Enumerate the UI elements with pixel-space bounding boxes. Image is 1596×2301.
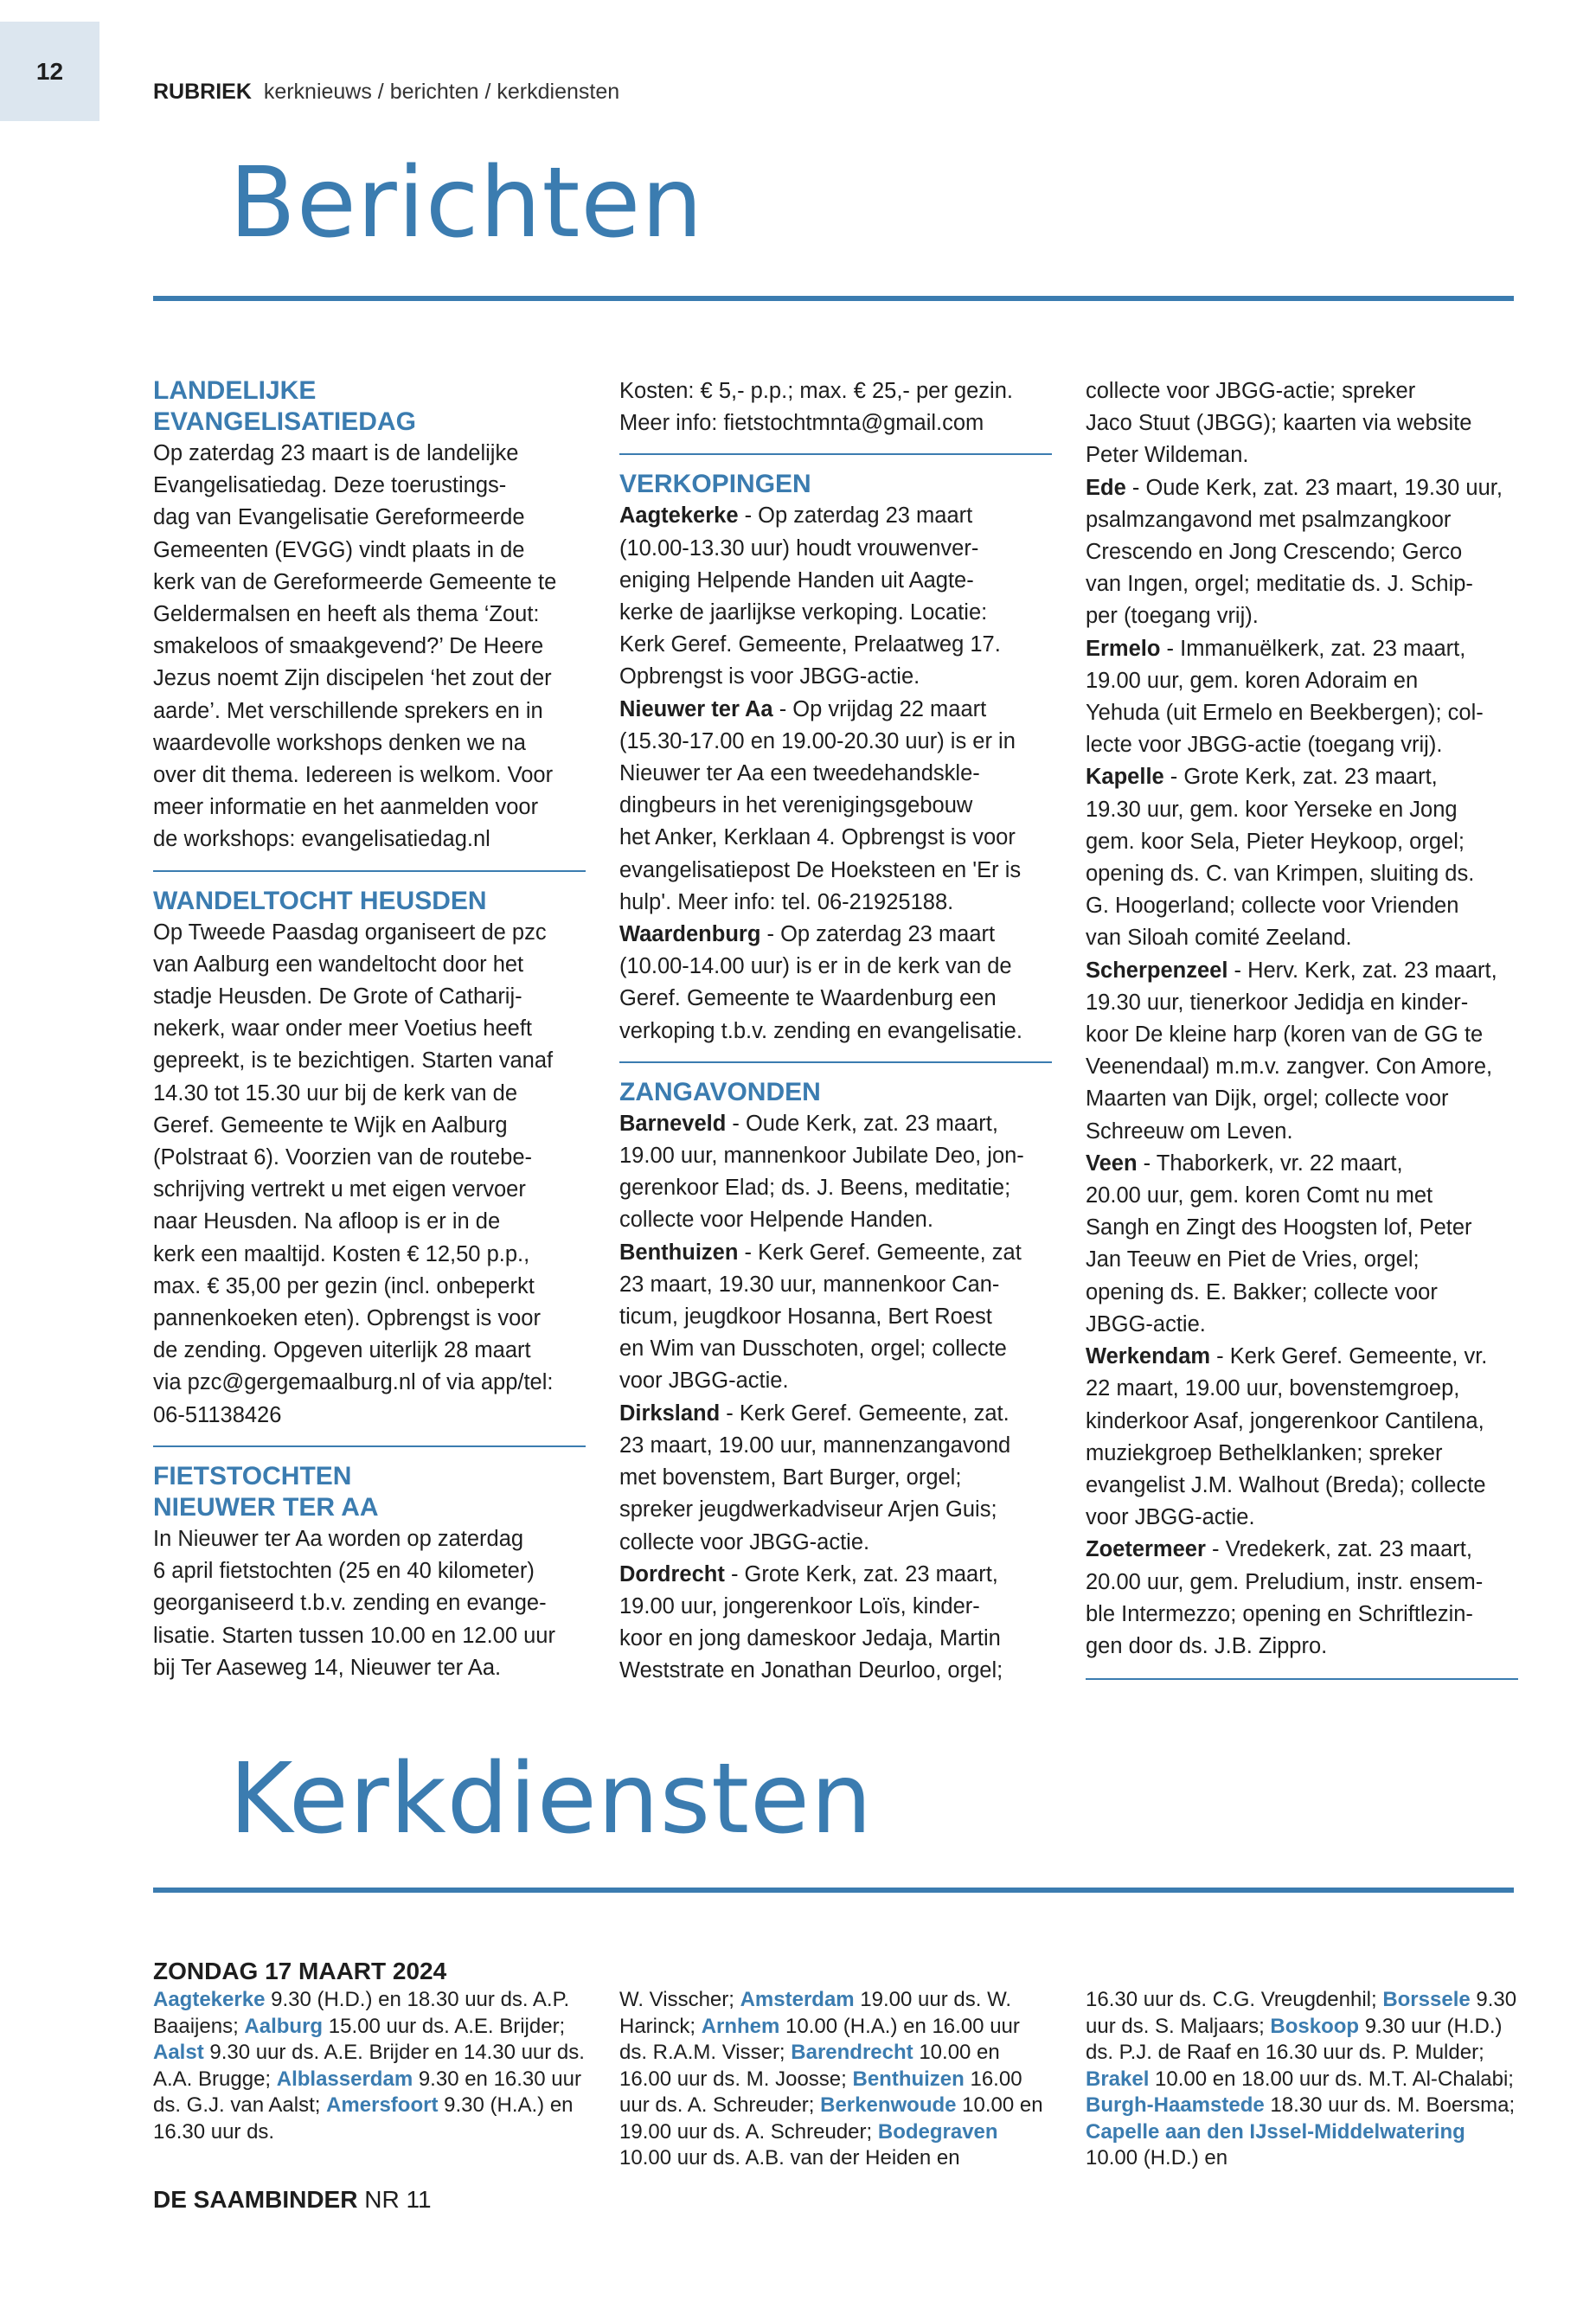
entry-text [1086, 958, 1497, 1144]
text-line: Sangh en Zingt des Hoogsten lof, Peter [1086, 1215, 1472, 1240]
article-heading [153, 1461, 586, 1523]
entry-place: Kapelle [1086, 765, 1164, 790]
service-place: Borssele [1382, 1988, 1471, 2011]
text-line: lisatie. Starten tussen 10.00 en 12.00 uur [153, 1623, 555, 1648]
service-details: 9.30 (H.A.) en 16.30 uur ds. [153, 2093, 574, 2144]
article-body [153, 1523, 586, 1684]
text-line: gepreekt, is te bezichtigen. Starten vanaf [153, 1048, 554, 1074]
entry-place: Nieuwer ter Aa [619, 696, 773, 721]
text-line: de workshops: evangelisatiedag.nl [153, 827, 490, 852]
text-line: Op Tweede Paasdag organiseert de pzc [153, 920, 547, 945]
text-line: Kosten: € 5,- p.p.; max. € 25,- per gezin. [619, 379, 1013, 403]
text-line: collecte voor Helpende Handen. [619, 1208, 933, 1233]
entry-place: Benthuizen [619, 1240, 739, 1265]
text-line: - Grote Kerk, zat. 23 maart, [724, 1561, 998, 1586]
text-line: bij Ter Aaseweg 14, Nieuwer ter Aa. [153, 1655, 502, 1680]
entry-text [1086, 1344, 1487, 1529]
text-line: Maarten van Dijk, orgel; collecte voor [1086, 1086, 1449, 1112]
text-line: 23 maart, 19.30 uur, mannenkoor Can- [619, 1272, 1000, 1297]
text-line: spreker jeugdwerkadviseur Arjen Guis; [619, 1497, 997, 1522]
text-line: kerk een maaltijd. Kosten € 12,50 p.p., [153, 1241, 530, 1266]
text-line: kerk van de Gereformeerde Gemeente te [153, 569, 557, 594]
text-line: 19.00 uur, gem. koren Adoraim en [1086, 668, 1419, 693]
text-line: 6 april fietstochten (25 en 40 kilometer) [153, 1559, 535, 1584]
heading-line-2: NIEUWER TER AA [153, 1492, 379, 1522]
service-place: Burgh-Haamstede [1086, 2093, 1265, 2117]
text-line: (Polstraat 6). Voorzien van de routebe- [153, 1145, 532, 1170]
text-line: 23 maart, 19.00 uur, mannenzangavond [619, 1433, 1011, 1458]
service-details: 18.30 uur ds. M. Boersma; [1264, 2093, 1516, 2117]
article-zangavonden [619, 1077, 1052, 1688]
text-line: schrijving vertrekt u met eigen vervoer [153, 1177, 526, 1202]
text-line: - Op zaterdag 23 maart [738, 503, 973, 529]
kerkdiensten-rule [153, 1888, 1514, 1893]
service-place: Berkenwoude [820, 2093, 957, 2117]
text-line: 19.30 uur, gem. koor Yerseke en Jong [1086, 797, 1458, 822]
text-line: gem. koor Sela, Pieter Heykoop, orgel; [1086, 829, 1465, 854]
text-line: (10.00-13.30 uur) houdt vrouwenver- [619, 535, 979, 561]
text-line: - Kerk Geref. Gemeente, vr. [1210, 1344, 1488, 1369]
article-body [153, 917, 586, 1432]
entry-werkendam [1086, 1341, 1518, 1534]
text-line: psalmzangavond met psalmzangkoor [1086, 507, 1452, 532]
article-heading: WANDELTOCHT HEUSDEN [153, 886, 487, 915]
text-line: kerke de jaarlijkse verkoping. Locatie: [619, 600, 988, 625]
text-line: In Nieuwer ter Aa worden op zaterdag [153, 1526, 524, 1551]
rubriek-path: kerknieuws / berichten / kerkdiensten [263, 80, 620, 104]
section-divider [619, 453, 1052, 455]
text-line: max. € 35,00 per gezin (incl. onbeperkt [153, 1273, 535, 1298]
footer [153, 2186, 432, 2214]
text-line: kinderkoor Asaf, jongerenkoor Cantilena, [1086, 1408, 1484, 1433]
service-details: 10.00 uur ds. A.B. van der Heiden en [619, 2146, 960, 2170]
text-line: - Grote Kerk, zat. 23 maart, [1163, 765, 1438, 790]
service-place: Capelle aan den IJssel-Middelwatering [1086, 2119, 1465, 2144]
service-place: Alblasserdam [276, 2067, 413, 2091]
text-line: evangelisatiepost De Hoeksteen en 'Er is [619, 857, 1022, 882]
text-line: opening ds. C. van Krimpen, sluiting ds. [1086, 862, 1475, 887]
text-line: 19.30 uur, tienerkoor Jedidja en kinder- [1086, 990, 1469, 1015]
service-details: 10.00 en 19.00 uur ds. A. Schreuder; [619, 2093, 1043, 2144]
text-line: Jaco Stuut (JBGG); kaarten via website [1086, 411, 1472, 436]
text-line: 20.00 uur, gem. Preludium, instr. ensem- [1086, 1569, 1484, 1594]
berichten-column-1 [153, 375, 586, 1684]
services-lead: W. Visscher; [619, 1988, 740, 2011]
text-line: de zending. Opgeven uiterlijk 28 maart [153, 1338, 531, 1363]
text-line: nekerk, waar onder meer Voetius heeft [153, 1016, 532, 1042]
page-number: 12 [0, 22, 99, 121]
entry-place: Ede [1086, 475, 1126, 500]
entry-waardenburg [619, 919, 1052, 1048]
text-line: hulp'. Meer info: tel. 06-21925188. [619, 889, 954, 914]
kerkdiensten-column-1 [153, 1957, 586, 2145]
text-line: 06-51138426 [153, 1402, 282, 1427]
text-line: eniging Helpende Handen uit Aagte- [619, 567, 974, 593]
text-line: G. Hoogerland; collecte voor Vrienden [1086, 894, 1459, 919]
entry-text [619, 697, 1021, 914]
text-line: Geref. Gemeente te Wijk en Aalburg [153, 1112, 508, 1138]
service-place: Boskoop [1270, 2014, 1360, 2038]
service-details: 10.00 en 16.00 uur ds. M. Joosse; [619, 2041, 1000, 2091]
entry-zoetermeer [1086, 1534, 1518, 1663]
text-line: - Op zaterdag 23 maart [760, 922, 996, 947]
service-details: 9.30 (H.D.) en 18.30 uur ds. A.P. Baaijens; [153, 1988, 570, 2038]
text-line: 22 maart, 19.00 uur, bovenstemgroep, [1086, 1376, 1460, 1401]
services-list [153, 1987, 586, 2145]
text-line: - Kerk Geref. Gemeente, zat. [720, 1400, 1010, 1426]
text-line: via pzc@gergemaalburg.nl of via app/tel: [153, 1370, 554, 1395]
berichten-title: Berichten [229, 147, 704, 260]
entry-nieuwer-ter-aa [619, 694, 1052, 919]
text-line: en Wim van Dusschoten, orgel; collecte [619, 1336, 1007, 1362]
entry-kapelle [1086, 761, 1518, 954]
entry-dirksland [619, 1398, 1052, 1559]
text-line: met bovenstem, Bart Burger, orgel; [619, 1465, 962, 1490]
text-line: Opbrengst is voor JBGG-actie. [619, 664, 920, 689]
text-line: opening ds. E. Bakker; collecte voor [1086, 1279, 1438, 1304]
text-line: Crescendo en Jong Crescendo; Gerco [1086, 540, 1463, 565]
article-heading: VERKOPINGEN [619, 470, 811, 499]
text-line: 19.00 uur, jongerenkoor Loïs, kinder- [619, 1593, 980, 1618]
entry-ede [1086, 472, 1518, 633]
text-line: - Thaborkerk, vr. 22 maart, [1137, 1150, 1403, 1176]
text-line: - Oude Kerk, zat. 23 maart, 19.30 uur, [1125, 475, 1503, 500]
article-heading [153, 375, 586, 438]
text-line: - Op vrijdag 22 maart [772, 696, 987, 721]
services-entries [619, 1988, 1043, 2170]
text-line: meer informatie en het aanmelden voor [153, 795, 539, 820]
service-details: 19.00 uur ds. W. Harinck; [619, 1988, 1012, 2038]
entry-place: Ermelo [1086, 636, 1161, 661]
text-line: Schreeuw om Leven. [1086, 1118, 1293, 1144]
text-line: pannenkoeken eten). Opbrengst is voor [153, 1306, 541, 1331]
text-line: Peter Wildeman. [1086, 443, 1249, 468]
rubriek-label: RUBRIEK [153, 80, 252, 104]
berichten-rule [153, 296, 1514, 301]
text-line: JBGG-actie. [1086, 1311, 1206, 1336]
text-line: koor De kleine harp (koren van de GG te [1086, 1022, 1484, 1048]
services-lead: 16.30 uur ds. C.G. Vreugdenhil; [1086, 1988, 1383, 2011]
rubriek-header [153, 80, 619, 105]
text-line: verkoping t.b.v. zending en evangelisatie. [619, 1018, 1022, 1043]
service-place: Bodegraven [877, 2119, 998, 2144]
service-place: Aagtekerke [153, 1988, 266, 2011]
text-line: (15.30-17.00 en 19.00-20.30 uur) is er in [619, 728, 1016, 753]
footer-issue: NR 11 [364, 2186, 432, 2213]
service-place: Benthuizen [852, 2067, 965, 2091]
service-place: Aalburg [244, 2014, 324, 2038]
text-line: Gemeenten (EVGG) vindt plaats in de [153, 537, 525, 562]
heading-line-1: FIETSTOCHTEN [153, 1461, 352, 1490]
text-line: koor en jong dameskoor Jedaja, Martin [619, 1626, 1001, 1651]
entry-place: Zoetermeer [1086, 1537, 1206, 1562]
article-body [153, 438, 586, 856]
section-divider [153, 1445, 586, 1447]
service-details: 9.30 uur ds. A.E. Brijder en 14.30 uur ds. A.A. Brugge; [153, 2041, 585, 2091]
kerkdiensten-column-2 [619, 1987, 1052, 2172]
text-line: Weststrate en Jonathan Deurloo, orgel; [619, 1658, 1003, 1683]
text-line: Veenendaal) m.m.v. zangver. Con Amore, [1086, 1054, 1493, 1080]
entry-ermelo [1086, 633, 1518, 762]
service-place: Arnhem [701, 2014, 780, 2038]
service-place: Brakel [1086, 2067, 1150, 2091]
entry-place: Aagtekerke [619, 503, 739, 529]
service-place: Barendrecht [791, 2041, 913, 2064]
article-verkopingen [619, 469, 1052, 1047]
service-details: 15.00 uur ds. A.E. Brijder; [323, 2014, 566, 2038]
article-fietstochten [153, 1461, 586, 1684]
text-line: aarde’. Met verschillende sprekers en in [153, 698, 543, 723]
article-continuation [1086, 375, 1518, 472]
services-list [1086, 1987, 1518, 2172]
entry-scherpenzeel [1086, 955, 1518, 1148]
text-line: evangelist J.M. Walhout (Breda); collecte [1086, 1472, 1486, 1497]
text-line: Nieuwer ter Aa een tweedehandskle- [619, 761, 980, 786]
entry-aagtekerke [619, 500, 1052, 693]
article-continuation [619, 375, 1052, 439]
berichten-column-3 [1086, 375, 1518, 1694]
heading-line-2: EVANGELISATIEDAG [153, 407, 416, 436]
text-line: lecte voor JBGG-actie (toegang vrij). [1086, 733, 1443, 758]
text-line: collecte voor JBGG-actie. [619, 1529, 870, 1554]
text-line: Meer info: fietstochtmnta@gmail.com [619, 411, 984, 436]
text-line: georganiseerd t.b.v. zending en evange- [153, 1591, 547, 1616]
heading-line-1: LANDELIJKE [153, 376, 317, 405]
text-line: - Oude Kerk, zat. 23 maart, [726, 1111, 998, 1136]
footer-publication: DE SAAMBINDER [153, 2186, 358, 2213]
text-line: - Herv. Kerk, zat. 23 maart, [1227, 958, 1497, 983]
text-line: 20.00 uur, gem. koren Comt nu met [1086, 1183, 1433, 1208]
entry-text [619, 503, 1001, 689]
entry-place: Barneveld [619, 1111, 727, 1136]
service-details: 10.00 en 18.00 uur ds. M.T. Al-Chalabi; [1149, 2067, 1514, 2091]
kerkdiensten-title: Kerkdiensten [229, 1743, 873, 1856]
entry-place: Dordrecht [619, 1561, 725, 1586]
berichten-column-2 [619, 375, 1052, 1688]
article-wandeltocht-heusden [153, 886, 586, 1432]
text-line: Jan Teeuw en Piet de Vries, orgel; [1086, 1247, 1420, 1272]
text-line: 19.00 uur, mannenkoor Jubilate Deo, jon- [619, 1144, 1024, 1169]
kerkdiensten-column-3 [1086, 1987, 1518, 2172]
text-line: van Siloah comité Zeeland. [1086, 926, 1352, 951]
text-line: Yehuda (uit Ermelo en Beekbergen); col- [1086, 701, 1484, 726]
text-line: Evangelisatiedag. Deze toerustings- [153, 473, 507, 498]
service-details: 9.30 uur ds. S. Maljaars; [1086, 1988, 1517, 2038]
service-place: Amersfoort [326, 2093, 439, 2117]
entry-dordrecht [619, 1559, 1052, 1688]
text-line: - Kerk Geref. Gemeente, zat [738, 1240, 1022, 1265]
services-list [619, 1987, 1052, 2172]
entry-veen [1086, 1148, 1518, 1341]
article-heading: ZANGAVONDEN [619, 1077, 821, 1106]
section-divider [153, 870, 586, 872]
text-line: het Anker, Kerklaan 4. Opbrengst is voor [619, 825, 1016, 850]
entry-place: Veen [1086, 1150, 1138, 1176]
service-details: 9.30 uur (H.D.) ds. P.J. de Raaf en 16.30 uur ds. P. Mulder; [1086, 2014, 1503, 2064]
text-line: dag van Evangelisatie Gereformeerde [153, 505, 525, 530]
date-heading: ZONDAG 17 MAART 2024 [153, 1958, 447, 1984]
section-divider [1086, 1678, 1518, 1680]
service-details: 9.30 en 16.30 uur ds. G.J. van Aalst; [153, 2067, 581, 2117]
article-landelijke-evangelisatiedag [153, 375, 586, 856]
text-line: Geref. Gemeente te Waardenburg een [619, 986, 997, 1011]
entry-text [1086, 1151, 1472, 1336]
text-line: (10.00-14.00 uur) is er in de kerk van de [619, 954, 1012, 979]
service-details: 10.00 (H.A.) en 16.00 uur ds. R.A.M. Visser; [619, 2014, 1020, 2064]
text-line: muziekgroep Bethelklanken; spreker [1086, 1440, 1443, 1465]
section-divider [619, 1061, 1052, 1063]
text-line: per (toegang vrij). [1086, 604, 1259, 629]
text-line: gen door ds. J.B. Zippro. [1086, 1633, 1328, 1658]
text-line: voor JBGG-actie. [1086, 1505, 1255, 1530]
text-line: collecte voor JBGG-actie; spreker [1086, 379, 1416, 403]
text-line: van Ingen, orgel; meditatie ds. J. Schip- [1086, 572, 1473, 597]
entry-place: Dirksland [619, 1400, 721, 1426]
text-line: naar Heusden. Na afloop is er in de [153, 1209, 501, 1234]
text-line: gerenkoor Elad; ds. J. Beens, meditatie; [619, 1176, 1011, 1201]
service-details: 10.00 (H.D.) en [1086, 2146, 1228, 2170]
text-line: - Immanuëlkerk, zat. 23 maart, [1160, 636, 1466, 661]
entry-text [1086, 765, 1474, 950]
text-line: ticum, jeugdkoor Hosanna, Bert Roest [619, 1304, 992, 1330]
entry-text [1086, 476, 1503, 629]
text-line: Kerk Geref. Gemeente, Prelaatweg 17. [619, 632, 1001, 657]
services-entries [1086, 1988, 1516, 2170]
entry-benthuizen [619, 1237, 1052, 1398]
service-details: 16.00 uur ds. A. Schreuder; [619, 2067, 1022, 2117]
text-line: 14.30 tot 15.30 uur bij de kerk van de [153, 1080, 518, 1106]
entry-barneveld [619, 1108, 1052, 1237]
text-line: over dit thema. Iedereen is welkom. Voor [153, 763, 554, 788]
entry-place: Waardenburg [619, 922, 761, 947]
service-place: Amsterdam [740, 1988, 855, 2011]
text-line: ble Intermezzo; opening en Schriftlezin- [1086, 1601, 1473, 1626]
service-place: Aalst [153, 2041, 204, 2064]
text-line: smakeloos of smaakgevend?’ De Heere [153, 634, 544, 659]
entry-place: Werkendam [1086, 1344, 1211, 1369]
text-line: voor JBGG-actie. [619, 1368, 789, 1394]
entry-place: Scherpenzeel [1086, 958, 1228, 983]
text-line: - Vredekerk, zat. 23 maart, [1205, 1537, 1472, 1562]
text-line: Jezus noemt Zijn discipelen ‘het zout der [153, 666, 552, 691]
text-line: van Aalburg een wandeltocht door het [153, 952, 524, 977]
text-line: stadje Heusden. De Grote of Catharij- [153, 984, 522, 1009]
text-line: dingbeurs in het verenigingsgebouw [619, 793, 973, 818]
text-line: waardevolle workshops denken we na [153, 730, 526, 755]
text-line: Op zaterdag 23 maart is de landelijke [153, 441, 519, 465]
text-line: Geldermalsen en heeft als thema ‘Zout: [153, 602, 540, 627]
